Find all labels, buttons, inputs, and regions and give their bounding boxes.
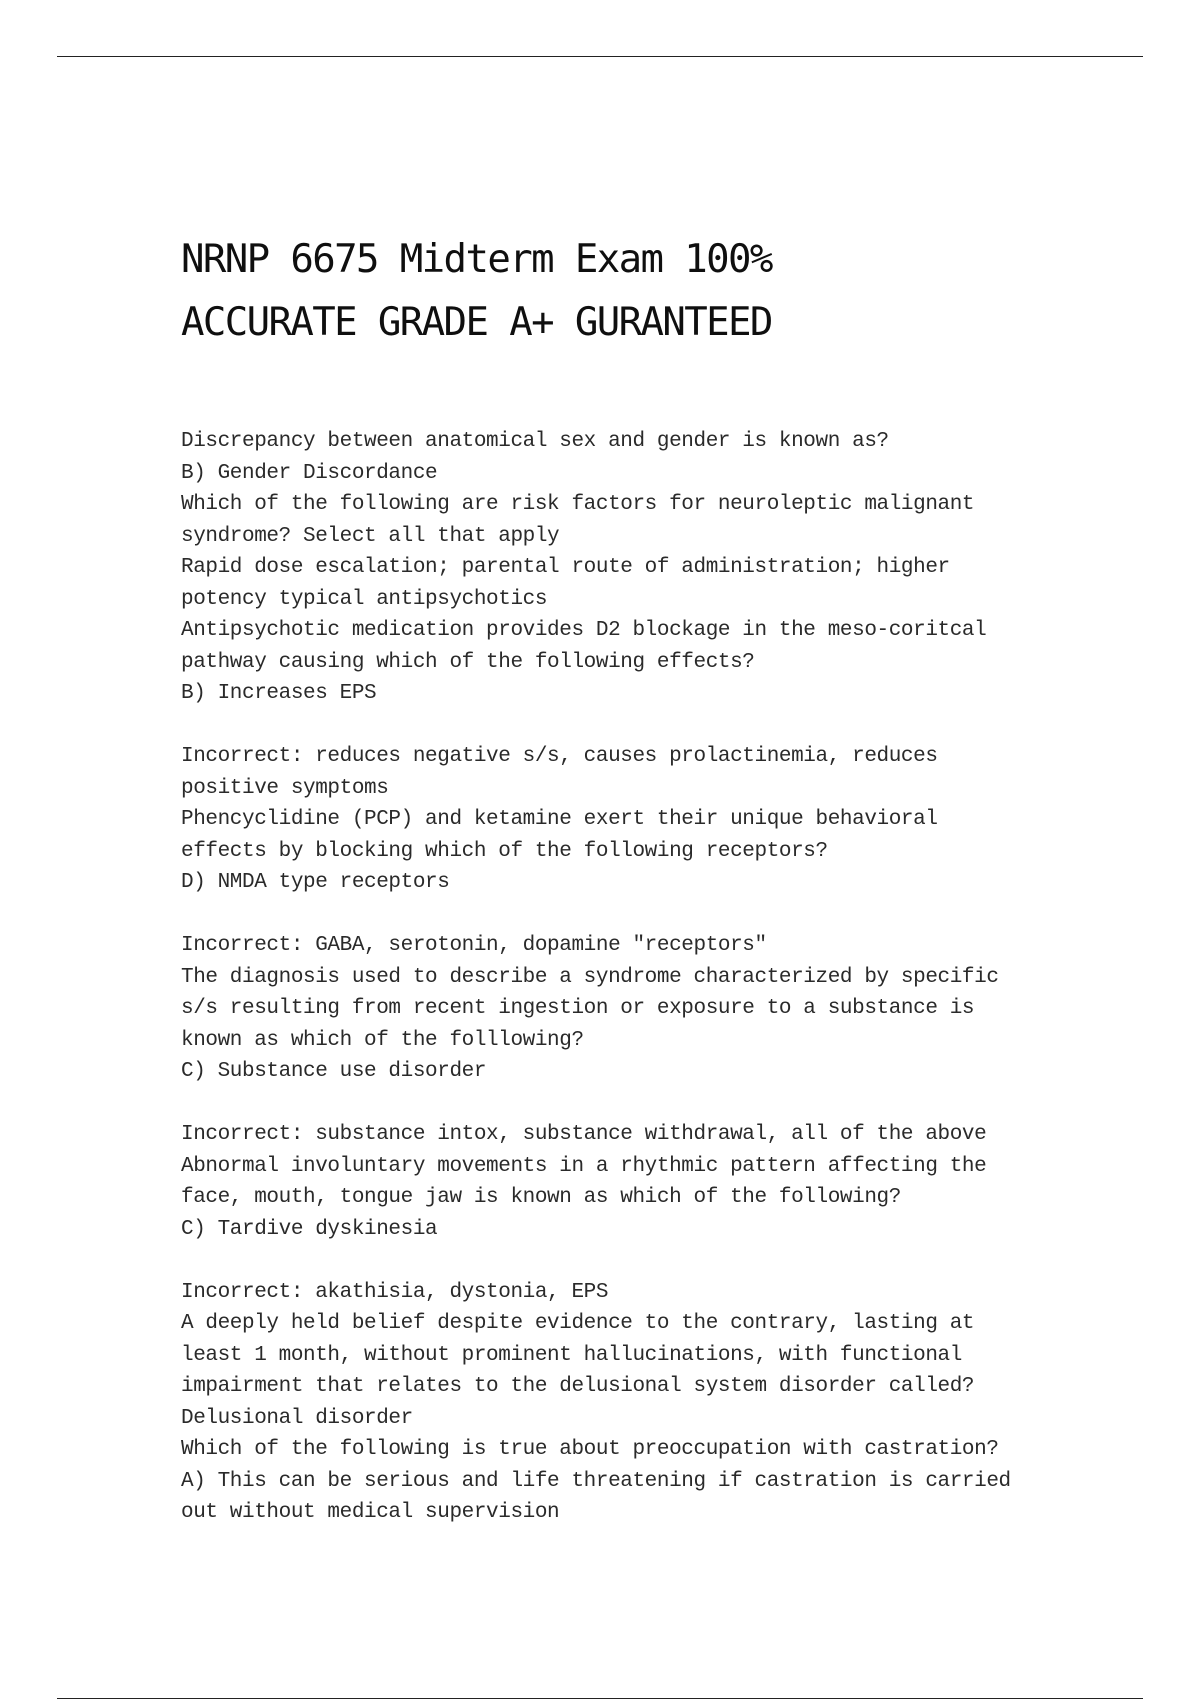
text-line: Rapid dose escalation; parental route of administration; higher — [181, 556, 950, 579]
text-line: potency typical antipsychotics — [181, 587, 548, 611]
title-line-2: ACCURATE GRADE A+ GURANTEED — [181, 300, 772, 345]
text-line: syndrome? Select all that apply — [181, 524, 560, 548]
text-line: B) Gender Discordance — [181, 461, 438, 485]
text-line: s/s resulting from recent ingestion or exposure to a substance is — [181, 997, 975, 1020]
text-line: Incorrect: akathisia, dystonia, EPS — [181, 1280, 609, 1304]
text-line: impairment that relates to the delusional system disorder called? — [181, 1375, 975, 1398]
document-title — [181, 228, 1081, 354]
blank-line — [181, 1245, 1081, 1277]
text-line: effects by blocking which of the following receptors? — [181, 839, 828, 863]
title-line-1: NRNP 6675 Midterm Exam 100% — [181, 237, 772, 282]
footer-rule — [57, 1698, 1143, 1699]
text-line: The diagnosis used to describe a syndrome characterized by specific — [181, 965, 999, 989]
text-line: D) NMDA type receptors — [181, 871, 450, 894]
text-line: Which of the following are risk factors for neuroleptic malignant — [181, 493, 975, 516]
blank-line — [181, 1088, 1081, 1120]
text-line: Incorrect: substance intox, substance withdrawal, all of the above — [181, 1123, 987, 1146]
text-line: Which of the following is true about preoccupation with castration? — [181, 1438, 999, 1461]
text-line: Abnormal involuntary movements in a rhythmic pattern affecting the — [181, 1154, 987, 1178]
text-line: face, mouth, tongue jaw is known as which of the following? — [181, 1186, 901, 1209]
text-line: Antipsychotic medication provides D2 blockage in the meso-coritcal — [181, 619, 987, 642]
text-line: B) Increases EPS — [181, 682, 377, 705]
blank-line — [181, 710, 1081, 742]
text-line: Delusional disorder — [181, 1406, 413, 1430]
text-line: out without medical supervision — [181, 1501, 560, 1524]
text-line: least 1 month, without prominent hallucinations, with functional — [181, 1343, 962, 1367]
text-line: pathway causing which of the following effects? — [181, 650, 755, 674]
text-line: C) Substance use disorder — [181, 1060, 487, 1083]
text-line: A) This can be serious and life threatening if castration is carried — [181, 1469, 1011, 1493]
text-line: Phencyclidine (PCP) and ketamine exert their unique behavioral — [181, 808, 938, 831]
text-line: known as which of the folllowing? — [181, 1028, 584, 1052]
document-body — [181, 426, 1081, 1529]
text-line: A deeply held belief despite evidence to the contrary, lasting at — [181, 1312, 975, 1335]
text-line: C) Tardive dyskinesia — [181, 1217, 438, 1241]
header-rule — [57, 56, 1143, 57]
text-line: positive symptoms — [181, 776, 389, 800]
blank-line — [181, 899, 1081, 931]
text-line: Discrepancy between anatomical sex and gender is known as? — [181, 430, 889, 453]
text-line: Incorrect: GABA, serotonin, dopamine "receptors" — [181, 934, 767, 957]
text-line: Incorrect: reduces negative s/s, causes prolactinemia, reduces — [181, 745, 938, 768]
